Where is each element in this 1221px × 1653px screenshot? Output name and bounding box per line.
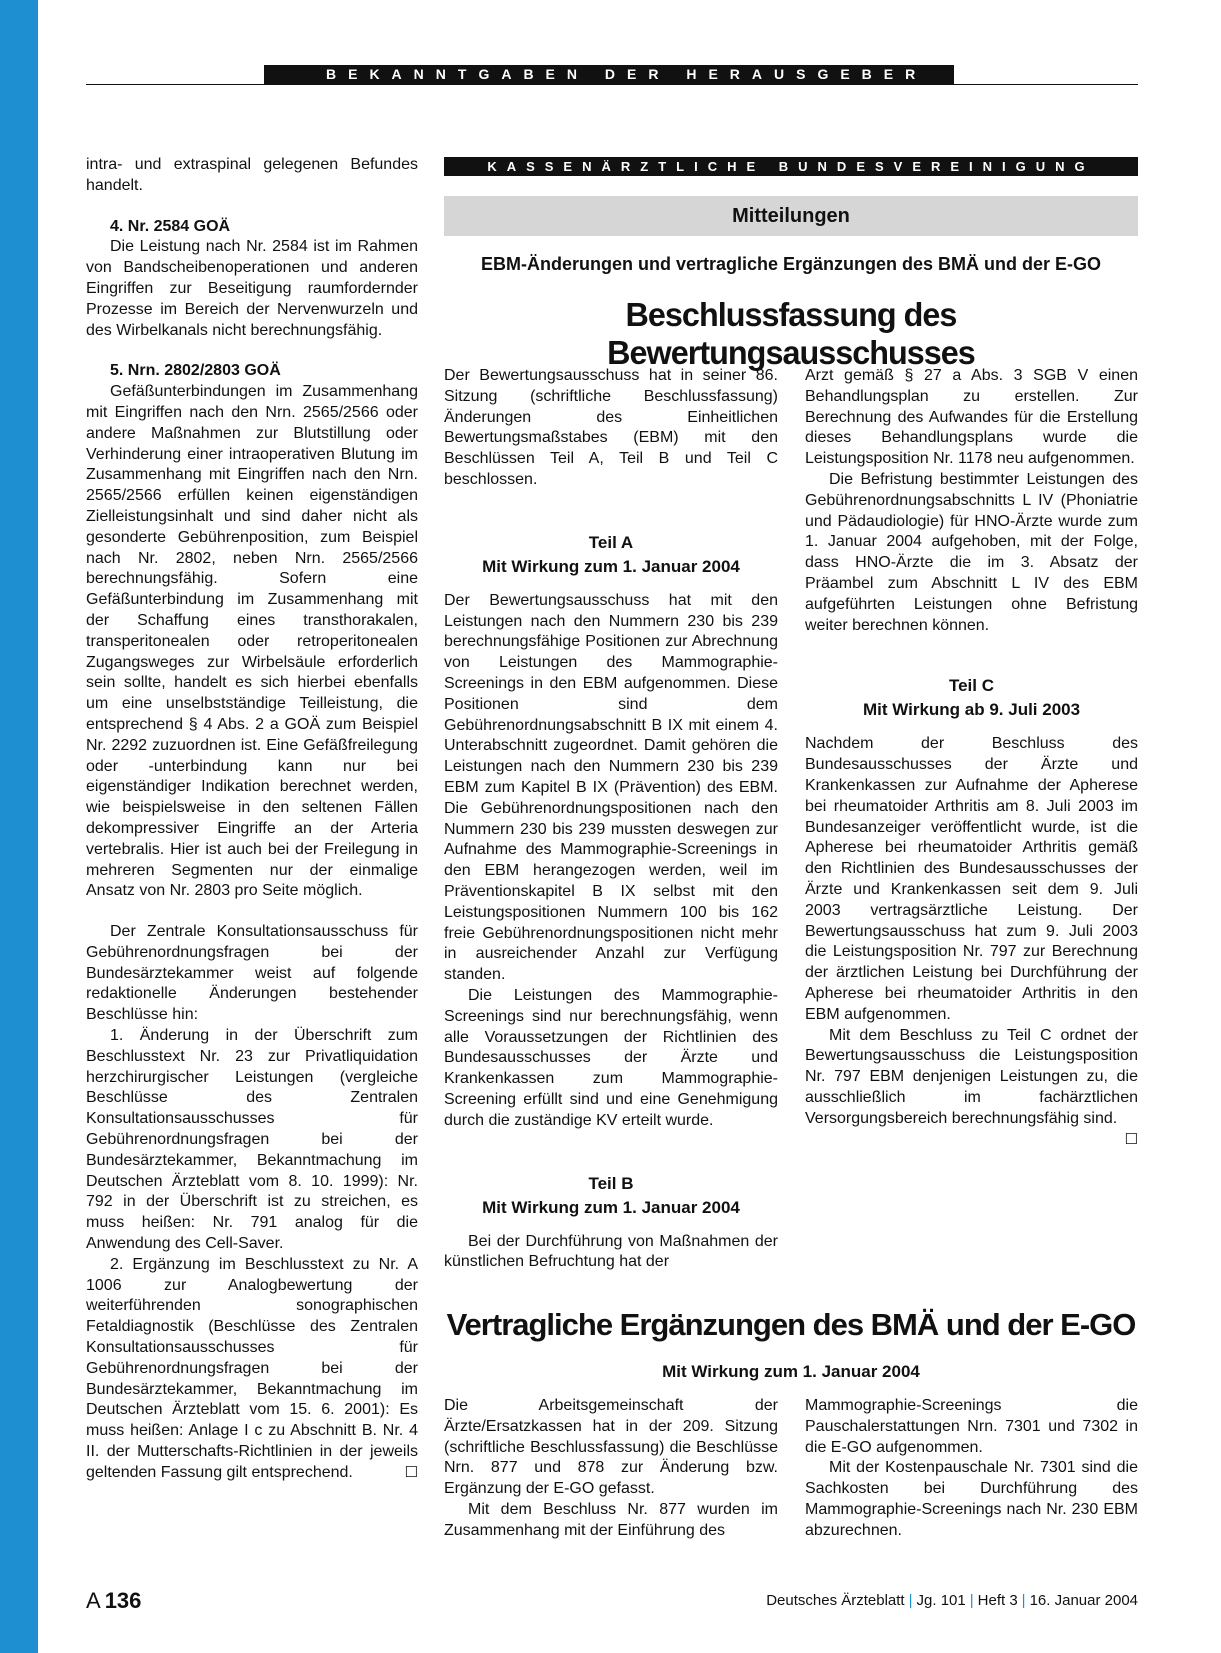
- paragraph-text: Mit dem Beschluss zu Teil C ordnet der Bewertungsausschuss die Leistungsposition Nr. 797 EBM denjenigen Leistungen zu, die ausschließlich im fachärztlichen Versorgungsbereich berechnungsfähig sind.: [805, 1026, 1138, 1127]
- paragraph: Nachdem der Beschluss des Bundesausschusses der Ärzte und Krankenkassen zur Aufnahme der Apherese bei rheumatoider Arthritis am 8. Juli 2003 im Bundesanzeiger veröffentlicht wurde, ist die Apherese bei rheumatoider Arthritis gemäß den Richtlinien des Bundesausschusses der Ärzte und Krankenkassen seit dem 9. Juli 2003 vertragsärztliche Leistung. Der Bewertungsausschuss hat zum 9. Juli 2003 die Leistungsposition Nr. 797 zur Berechnung der ärztlichen Leistung bei Durchführung der Apherese bei rheumatoider Arthritis in den EBM aufgenommen.: [805, 735, 1138, 1023]
- paragraph: Mammographie-Screenings die Pauschalerstattungen Nrn. 7301 und 7302 in die E-GO aufgenommen.: [805, 1397, 1138, 1456]
- kbv-header-band: KASSENÄRZTLICHE BUNDESVEREINIGUNG: [444, 157, 1138, 176]
- mitteilungen-band: Mitteilungen: [444, 196, 1138, 236]
- paragraph: Bei der Durchführung von Maßnahmen der künstlichen Befruchtung hat der: [444, 1232, 778, 1271]
- paragraph: Gefäßunterbindungen im Zusammenhang mit Eingriffen nach den Nrn. 2565/2566 oder andere Maßnahmen zur Blutstillung oder Verhinderung einer intraoperativen Blutung im Zusammenhang mit Eingriffen nach den Nrn. 2565/2566 erfüllen keinen eigenständigen Zielleistungsinhalt und sind daher nicht als gesonderte Gebührenposition, zum Beispiel nach Nr. 2802, neben Nrn. 2565/2566 berechnungsfähig. Sofern eine Gefäßunterbindung im Zusammenhang mit der Schaffung eines transthorakalen, transperitonealen oder retroperitonealen Zugangsweges zur Wirbelsäule erforderlich sein sollte, handelt es sich hierbei ebenfalls um eine unselbstständige Teilleistung, die entsprechend § 4 Abs. 2 a GOÄ zum Beispiel Nr. 2292 zuzuordnen ist. Eine Gefäßfreilegung oder -unterbindung kann nur bei eigenständiger Indikation berechnet werden, wie beispielsweise in den seltenen Fällen dekompressiver Eingriffe an der Arteria vertebralis. Hier ist auch bei der Freilegung in mehreren Segmenten nur der einmalige Ansatz von Nr. 2803 pro Seite möglich.: [86, 383, 418, 900]
- end-mark-icon: ☐: [404, 1463, 418, 1481]
- separator: |: [969, 1592, 974, 1609]
- right-column: [805, 366, 1138, 1150]
- paragraph-text: 2. Ergänzung im Beschlusstext zu Nr. A 1006 zur Analogbewertung der weiterführenden sonographischen Fetaldiagnostik (Beschlüsse des Zentralen Konsultationsausschusses für Gebührenordnungsfragen bei der Bundesärztekammer, Bekanntmachung im Deutschen Ärzteblatt vom 15. 6. 2001): Es muss heißen: Anlage I c zu Abschnitt B. Nr. 4 II. der Mutterschafts-Richtlinien in der jeweils geltenden Fassung gilt entsprechend.: [86, 1255, 418, 1481]
- left-column: [86, 155, 418, 1484]
- vertrag-left-column: [444, 1396, 778, 1542]
- page-prefix: A: [86, 1588, 101, 1613]
- paragraph: [805, 1026, 1138, 1148]
- paragraph: intra- und extraspinal gelegenen Befundes handelt.: [86, 156, 418, 194]
- paragraph: 1. Änderung in der Überschrift zum Beschlusstext Nr. 23 zur Privatliquidation herzchirurgischer Leistungen (vergleiche Beschlüsse des Zentralen Konsultationsausschusses für Gebührenordnungsfragen bei der Bundesärztekammer, Bekanntmachung im Deutschen Ärzteblatt vom 8. 10. 1999): Nr. 792 in der Überschrift ist zu streichen, es muss heißen: Nr. 791 analog für die Anwendung des Cell-Saver.: [86, 1027, 418, 1253]
- separator: |: [908, 1592, 913, 1609]
- teil-c-date: Mit Wirkung ab 9. Juli 2003: [862, 700, 1081, 720]
- volume: Jg. 101: [916, 1592, 966, 1609]
- footer-source: [766, 1592, 1138, 1609]
- item-heading-4: 4. Nr. 2584 GOÄ: [110, 217, 231, 235]
- teil-c-heading: Teil C: [948, 676, 995, 696]
- paragraph: [86, 1255, 418, 1484]
- side-color-bar: [0, 0, 38, 1653]
- separator: |: [1021, 1592, 1026, 1609]
- article-subhead: EBM-Änderungen und vertragliche Ergänzungen des BMÄ und der E-GO: [480, 254, 1102, 274]
- paragraph: Die Leistung nach Nr. 2584 ist im Rahmen von Bandscheibenoperationen und anderen Eingriffen zur Beseitigung raumfordernder Prozesse im Bereich der Nervenwurzeln und des Wirbelkanals nicht berechnungsfähig.: [86, 238, 418, 339]
- section-header: [86, 65, 1138, 85]
- page-number: [86, 1588, 141, 1614]
- end-mark-icon: ☐: [1124, 1130, 1138, 1148]
- issue-date: 16. Januar 2004: [1029, 1592, 1138, 1609]
- paragraph: Der Bewertungsausschuss hat in seiner 86. Sitzung (schriftliche Beschlussfassung) Änderungen des Einheitlichen Bewertungsmaßstabes (EBM) mit den Beschlüssen Teil A, Teil B und Teil C beschlossen.: [444, 367, 778, 488]
- journal-name: Deutsches Ärzteblatt: [766, 1592, 905, 1609]
- vertrag-right-column: [805, 1396, 1138, 1542]
- paragraph: Arzt gemäß § 27 a Abs. 3 SGB V einen Behandlungsplan zu erstellen. Zur Berechnung des Aufwandes für die Erstellung dieses Behandlungsplans wurde die Leistungsposition Nr. 1178 neu aufgenommen.: [805, 367, 1138, 468]
- vertrag-title: Vertragliche Ergänzungen des BMÄ und der E-GO: [446, 1307, 1136, 1342]
- paragraph: Die Leistungen des Mammographie-Screenings sind nur berechnungsfähig, wenn alle Voraussetzungen der Richtlinien des Bundesausschusses der Ärzte und Krankenkassen zum Mammographie-Screening erfüllt sind und eine Genehmigung durch die zuständige KV erteilt wurde.: [444, 986, 778, 1129]
- paragraph: Mit der Kostenpauschale Nr. 7301 sind die Sachkosten bei Durchführung des Mammographie-Screenings nach Nr. 230 EBM abzurechnen.: [805, 1459, 1138, 1539]
- vertrag-date: Mit Wirkung zum 1. Januar 2004: [662, 1362, 920, 1381]
- issue: Heft 3: [977, 1592, 1018, 1609]
- section-header-band: BEKANNTGABEN DER HERAUSGEBER: [264, 65, 954, 84]
- paragraph: Der Zentrale Konsultationsausschuss für Gebührenordnungsfragen bei der Bundesärztekammer weist auf folgende redaktionelle Änderungen bestehender Beschlüsse hin:: [86, 923, 418, 1024]
- item-heading-5: 5. Nrn. 2802/2803 GOÄ: [110, 362, 281, 380]
- article-title: Beschlussfassung des Bewertungsausschusses: [607, 296, 975, 371]
- middle-column: [444, 366, 778, 1273]
- paragraph: Mit dem Beschluss Nr. 877 wurden im Zusammenhang mit der Einführung des: [444, 1500, 778, 1539]
- teil-b-date: Mit Wirkung zum 1. Januar 2004: [482, 1197, 740, 1217]
- paragraph: Der Bewertungsausschuss hat mit den Leistungen nach den Nummern 230 bis 239 berechnungsfähige Positionen zur Abrechnung von Leistungen des Mammographie-Screenings in den EBM aufgenommen. Diese Positionen sind dem Gebührenordnungsabschnitt B IX mit einem 4. Unterabschnitt zugeordnet. Damit gehören die Leistungen nach den Nummern 230 bis 239 EBM zum Kapitel B IX (Prävention) des EBM. Die Gebührenordnungspositionen nach den Nummern 230 bis 239 mussten deswegen zur Aufnahme des Mammographie-Screenings in den EBM herangezogen werden, weil im Präventionskapitel B IX selbst mit den Leistungspositionen Nummern 100 bis 162 freie Gebührenordnungspositionen nicht mehr in ausreichender Anzahl zur Verfügung standen.: [444, 591, 778, 984]
- teil-a-date: Mit Wirkung zum 1. Januar 2004: [482, 556, 740, 576]
- page-number-value: 136: [104, 1588, 142, 1613]
- teil-a-heading: Teil A: [588, 532, 634, 552]
- paragraph: Die Arbeitsgemeinschaft der Ärzte/Ersatzkassen hat in der 209. Sitzung (schriftliche Beschlussfassung) die Beschlüsse Nrn. 877 und 878 zur Änderung bzw. Ergänzung der E-GO gefasst.: [444, 1397, 778, 1498]
- paragraph: Die Befristung bestimmter Leistungen des Gebührenordnungsabschnitts L IV (Phoniatrie und Pädaudiologie) für HNO-Ärzte wurde zum 1. Januar 2004 aufgehoben, mit der Folge, dass HNO-Ärzte die im 3. Absatz der Präambel zum Abschnitt L IV des EBM aufgeführten Leistungen ohne Befristung weiter berechnen können.: [805, 470, 1138, 634]
- header-rule: [86, 84, 1138, 85]
- teil-b-heading: Teil B: [588, 1173, 634, 1193]
